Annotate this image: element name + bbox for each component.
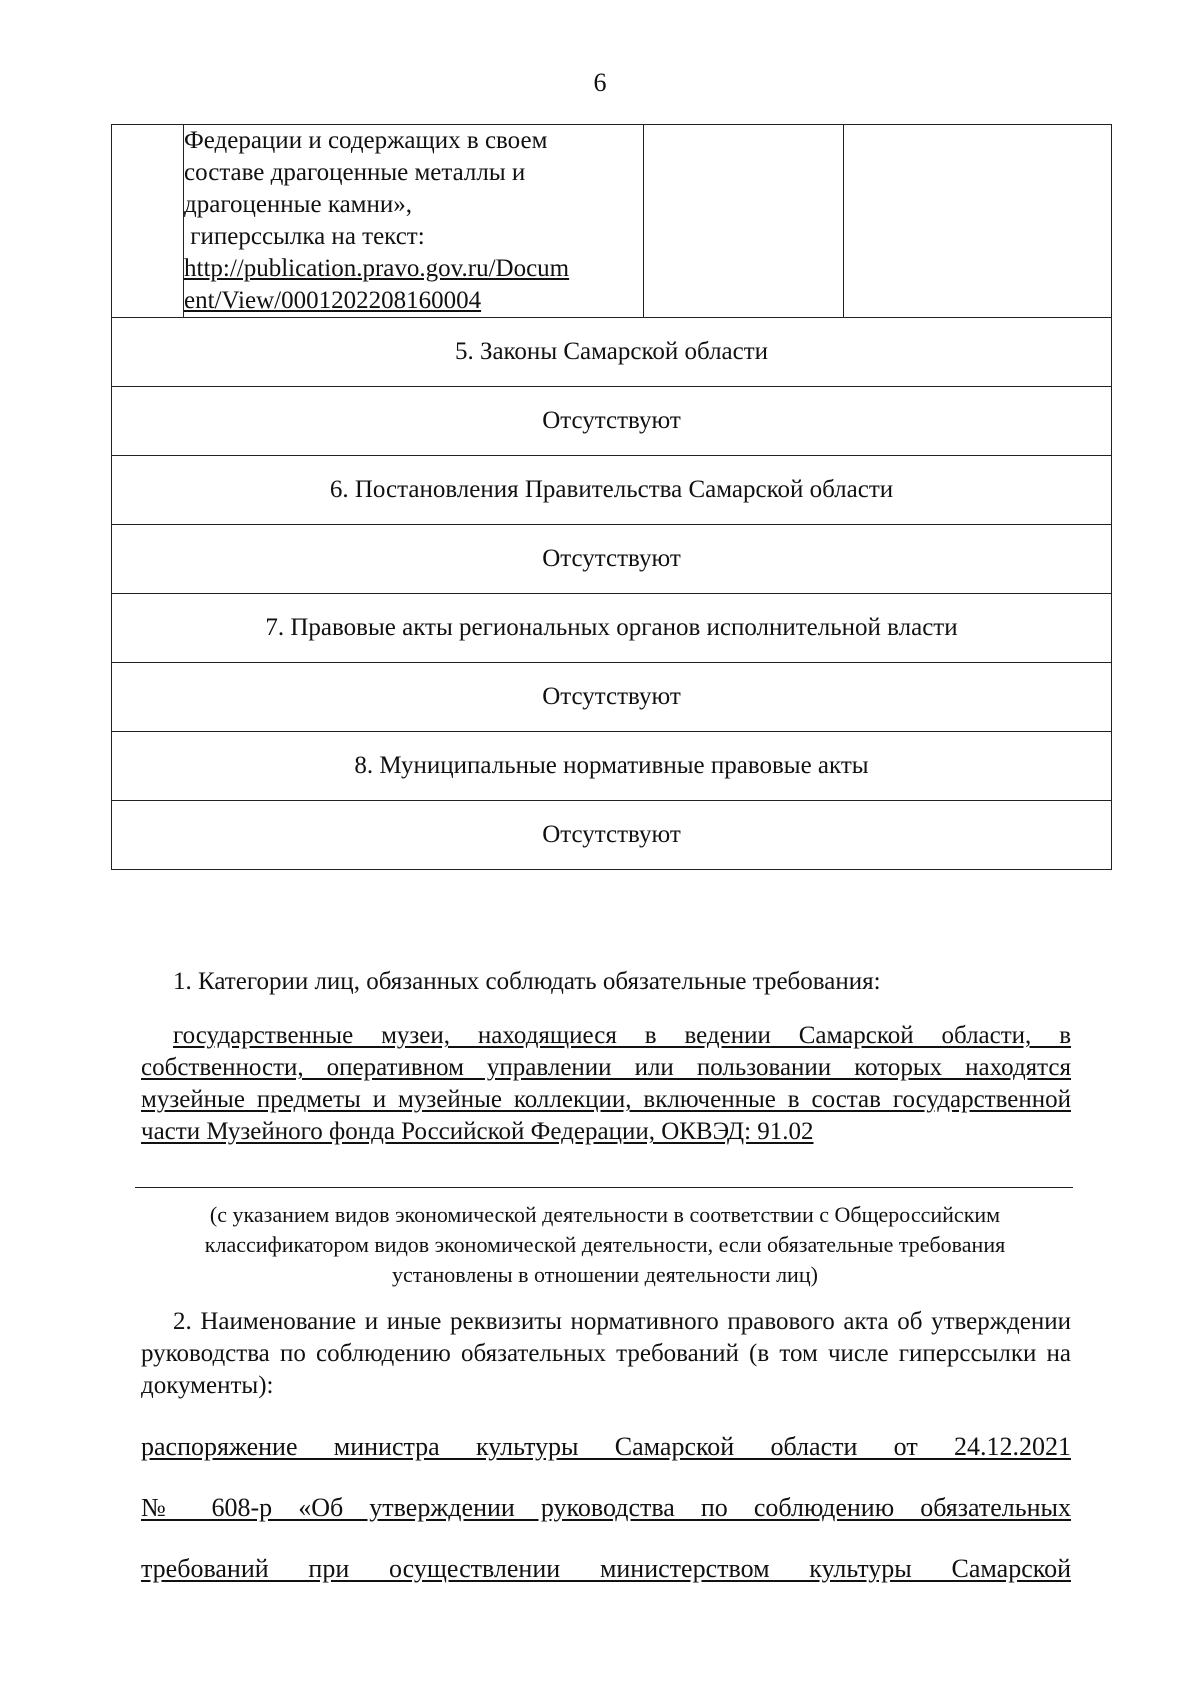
act-text-line: драгоценные камни», <box>184 191 413 218</box>
section1-heading: 1. Категории лиц, обязанных соблюдать обязательные требования: <box>173 968 881 995</box>
section2-heading: 2. Наименование и иные реквизиты нормативного правового акта об утверждении руководства по соблюдению обязательных требований (в том числе гиперссылки на документы): <box>141 1308 1071 1399</box>
table-cell-number <box>112 125 184 318</box>
act-hyperlink-part2[interactable]: ent/View/0001202208160004 <box>184 287 482 314</box>
act-text-line: составе драгоценные металлы и <box>184 159 526 186</box>
table-row-continuation <box>112 125 1112 318</box>
legal-acts-table <box>111 124 1112 870</box>
section2-act-line: распоряжение министра культуры Самарской области от 24.12.2021 <box>141 1432 1071 1461</box>
act-text-line: Федерации и содержащих в своем <box>184 127 548 154</box>
section2-act-line: требований при осуществлении министерством культуры Самарской <box>141 1554 1071 1583</box>
divider-line <box>135 1187 1073 1188</box>
section-heading-municipal-acts: 8. Муниципальные нормативные правовые акты <box>112 732 1112 801</box>
act-hyperlink-part1[interactable]: http://publication.pravo.gov.ru/Docum <box>184 255 570 282</box>
absent-label: Отсутствуют <box>112 663 1112 732</box>
absent-label: Отсутствуют <box>112 525 1112 594</box>
section-heading-regional-executive-acts: 7. Правовые акты региональных органов исполнительной власти <box>112 594 1112 663</box>
act-text-line: гиперссылка на текст: <box>184 223 425 250</box>
absent-label: Отсутствуют <box>112 387 1112 456</box>
table-cell-empty <box>644 125 844 318</box>
table-cell-empty <box>844 125 1112 318</box>
section2-act-line: № 608-р «Об утверждении руководства по соблюдению обязательных <box>141 1493 1071 1522</box>
section-heading-regional-laws: 5. Законы Самарской области <box>112 318 1112 387</box>
section1-note: (с указанием видов экономической деятельности в соответствии с Общероссийским классификатором видов экономической деятельности, если обязательные требования установлены в отношении деятельности лиц) <box>204 1202 1006 1287</box>
page-number: 6 <box>593 68 607 97</box>
section1-body: государственные музеи, находящиеся в ведении Самарской области, в собственности, оперативном управлении или пользовании которых находятся музейные предметы и музейные коллекции, включенные в состав государственной части Музейного фонда Российской Федерации, ОКВЭД: 91.02 <box>141 1022 1071 1145</box>
table-cell-act-description <box>184 125 644 318</box>
section-heading-government-resolutions: 6. Постановления Правительства Самарской области <box>112 456 1112 525</box>
absent-label: Отсутствуют <box>112 801 1112 870</box>
